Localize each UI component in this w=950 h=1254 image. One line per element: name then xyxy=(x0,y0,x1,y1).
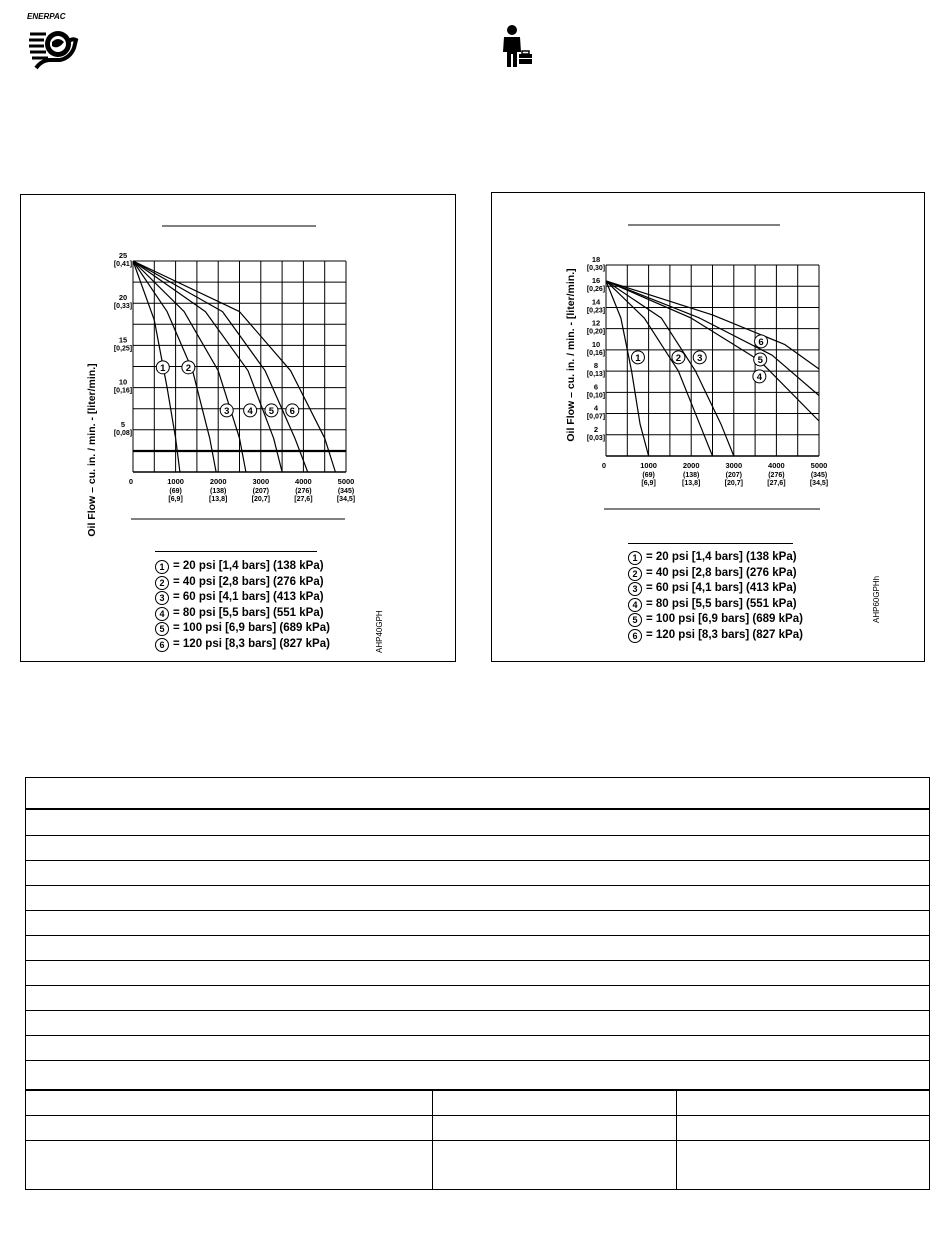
legend-text: = 120 psi [8,3 bars] (827 kPa) xyxy=(173,637,330,650)
y-tick-label: 16 xyxy=(591,276,601,286)
table-row xyxy=(26,1011,929,1036)
legend-text: = 40 psi [2,8 bars] (276 kPa) xyxy=(173,575,324,588)
x-tick-sublabel: [20,7] xyxy=(724,480,743,487)
y-tick-label: 4 xyxy=(593,403,599,413)
series-5-label: 5 xyxy=(757,354,763,366)
legend-item xyxy=(628,550,803,566)
specification-table xyxy=(25,777,930,1190)
x-tick-label: 1000 xyxy=(167,477,184,486)
legend-number: 6 xyxy=(628,629,642,643)
x-tick-label: 4000 xyxy=(768,461,785,470)
pressure-legend-left xyxy=(155,559,330,653)
legend-text: = 120 psi [8,3 bars] (827 kPa) xyxy=(646,628,803,641)
x-tick-label: 2000 xyxy=(209,477,227,486)
table-row xyxy=(26,1036,929,1061)
series-6-label: 6 xyxy=(758,336,764,348)
y-tick-sublabel: [0,08] xyxy=(113,429,133,437)
legend-number: 4 xyxy=(155,607,169,621)
x-tick-sublabel: (207) xyxy=(725,472,742,479)
y-tick-sublabel: [0,16] xyxy=(113,387,133,395)
y-tick-label: 10 xyxy=(118,377,128,387)
flow-chart-panel-left xyxy=(20,194,456,662)
legend-text: = 60 psi [4,1 bars] (413 kPa) xyxy=(173,591,324,604)
x-tick-sublabel: [13,8] xyxy=(682,480,701,487)
legend-number: 2 xyxy=(628,567,642,581)
x-tick-label: 5000 xyxy=(337,477,355,486)
y-tick-sublabel: [0,07] xyxy=(586,413,606,421)
legend-item xyxy=(155,590,330,606)
legend-text: = 20 psi [1,4 bars] (138 kPa) xyxy=(646,551,797,563)
legend-text: = 80 psi [5,5 bars] (551 kPa) xyxy=(646,597,797,610)
y-tick-sublabel: [0,16] xyxy=(586,349,606,357)
enerpac-logo xyxy=(26,10,80,74)
table-row xyxy=(26,886,929,911)
y-tick-label: 14 xyxy=(591,297,601,307)
series-3-label: 3 xyxy=(224,405,230,417)
legend-number: 3 xyxy=(155,591,169,605)
series-2-label: 2 xyxy=(675,352,682,364)
x-tick-sublabel: [20,7] xyxy=(251,496,270,503)
y-tick-sublabel: [0,26] xyxy=(586,286,606,294)
pressure-legend-right xyxy=(628,550,803,644)
x-tick-label: 3000 xyxy=(725,461,743,470)
table-row xyxy=(26,1091,929,1116)
table-row xyxy=(26,1116,929,1141)
legend-number: 1 xyxy=(628,551,642,565)
x-tick-sublabel: (138) xyxy=(683,472,700,479)
legend-number: 5 xyxy=(155,622,169,636)
column-divider xyxy=(676,1091,677,1189)
legend-item xyxy=(628,612,803,628)
y-tick-label: 6 xyxy=(593,382,599,392)
table-row xyxy=(26,936,929,961)
x-tick-sublabel: (207) xyxy=(252,488,269,495)
series-4-label: 4 xyxy=(247,405,253,417)
legend-number: 4 xyxy=(628,598,642,612)
y-tick-sublabel: [0,41] xyxy=(113,261,133,268)
flow-chart-panel-right xyxy=(491,192,925,662)
x-tick-sublabel: (69) xyxy=(169,488,182,495)
x-tick-sublabel: (345) xyxy=(337,488,355,495)
legend-rule xyxy=(628,543,793,544)
legend-text: = 100 psi [6,9 bars] (689 kPa) xyxy=(173,622,330,635)
chart-code: AHP60GPHh xyxy=(872,575,881,623)
legend-number: 5 xyxy=(628,613,642,627)
x-tick-sublabel: [27,6] xyxy=(294,496,313,503)
x-tick-sublabel: (276) xyxy=(768,472,785,479)
y-tick-sublabel: [0,30] xyxy=(586,265,606,272)
series-5-label: 5 xyxy=(268,405,275,417)
legend-item xyxy=(628,628,803,644)
y-tick-sublabel: [0,20] xyxy=(586,328,606,336)
table-row xyxy=(26,810,929,836)
legend-item xyxy=(155,637,330,653)
x-tick-sublabel: [27,6] xyxy=(767,480,786,487)
brand-text: ENERPAC xyxy=(27,12,66,21)
legend-item xyxy=(628,581,803,597)
legend-text: = 60 psi [4,1 bars] (413 kPa) xyxy=(646,582,797,595)
legend-text: = 20 psi [1,4 bars] (138 kPa) xyxy=(173,560,324,572)
x-tick-label: 4000 xyxy=(295,477,312,486)
legend-rule xyxy=(155,551,317,552)
y-axis-label: Oil Flow – cu. in. / min. - [liter/min.] xyxy=(86,363,98,537)
x-tick-sublabel: [34,5] xyxy=(336,496,356,503)
x-tick-sublabel: [6,9] xyxy=(641,480,656,487)
y-tick-sublabel: [0,13] xyxy=(586,371,606,379)
table-row xyxy=(26,986,929,1011)
x-tick-sublabel: [34,5] xyxy=(809,480,829,487)
legend-item xyxy=(155,621,330,637)
x-tick-label: 0 xyxy=(128,477,134,486)
y-tick-label: 12 xyxy=(591,318,601,328)
x-tick-label: 2000 xyxy=(682,461,700,470)
legend-item xyxy=(628,597,803,613)
column-divider xyxy=(432,1091,433,1189)
y-tick-label: 10 xyxy=(591,339,601,349)
table-row xyxy=(26,836,929,861)
y-tick-label: 5 xyxy=(120,419,126,429)
legend-number: 2 xyxy=(155,576,169,590)
x-tick-label: 3000 xyxy=(252,477,270,486)
x-tick-label: 5000 xyxy=(810,461,828,470)
y-tick-label: 8 xyxy=(593,361,599,371)
series-1-label: 1 xyxy=(635,352,641,364)
y-tick-sublabel: [0,23] xyxy=(586,307,606,315)
wrench-globe-icon xyxy=(29,31,76,68)
table-row xyxy=(26,1061,929,1091)
y-tick-sublabel: [0,03] xyxy=(586,434,606,442)
series-4-label: 4 xyxy=(756,371,763,383)
legend-text: = 100 psi [6,9 bars] (689 kPa) xyxy=(646,613,803,626)
series-3-label: 3 xyxy=(697,352,703,364)
legend-number: 3 xyxy=(628,582,642,596)
x-tick-label: 1000 xyxy=(640,461,657,470)
table-header-row xyxy=(26,778,929,810)
legend-number: 6 xyxy=(155,638,169,652)
y-tick-label: 18 xyxy=(591,255,601,264)
series-1-label: 1 xyxy=(160,362,166,374)
series-6-label: 6 xyxy=(289,405,295,417)
y-tick-label: 25 xyxy=(118,251,128,260)
y-axis-label: Oil Flow – cu. in. / min. - [liter/min.] xyxy=(565,268,577,442)
person-toolbox-icon xyxy=(500,24,532,68)
series-2-label: 2 xyxy=(185,362,192,374)
legend-item xyxy=(628,566,803,582)
y-tick-label: 15 xyxy=(118,335,128,345)
legend-text: = 80 psi [5,5 bars] (551 kPa) xyxy=(173,606,324,619)
legend-text: = 40 psi [2,8 bars] (276 kPa) xyxy=(646,566,797,579)
y-tick-label: 20 xyxy=(118,293,128,303)
y-tick-sublabel: [0,33] xyxy=(113,303,133,311)
y-tick-sublabel: [0,10] xyxy=(586,392,606,400)
legend-item xyxy=(155,575,330,591)
legend-item xyxy=(155,606,330,622)
y-tick-label: 2 xyxy=(593,424,599,434)
x-tick-sublabel: (138) xyxy=(210,488,227,495)
table-row xyxy=(26,961,929,986)
x-tick-sublabel: (69) xyxy=(642,472,655,479)
x-tick-sublabel: [6,9] xyxy=(168,496,183,503)
x-tick-label: 0 xyxy=(601,461,607,470)
legend-item xyxy=(155,559,330,575)
table-row xyxy=(26,861,929,886)
table-row xyxy=(26,911,929,936)
x-tick-sublabel: [13,8] xyxy=(209,496,228,503)
chart-code: AHP40GPH xyxy=(375,610,384,653)
y-tick-sublabel: [0,25] xyxy=(113,345,133,353)
x-tick-sublabel: (345) xyxy=(810,472,828,479)
legend-number: 1 xyxy=(155,560,169,574)
x-tick-sublabel: (276) xyxy=(295,488,312,495)
